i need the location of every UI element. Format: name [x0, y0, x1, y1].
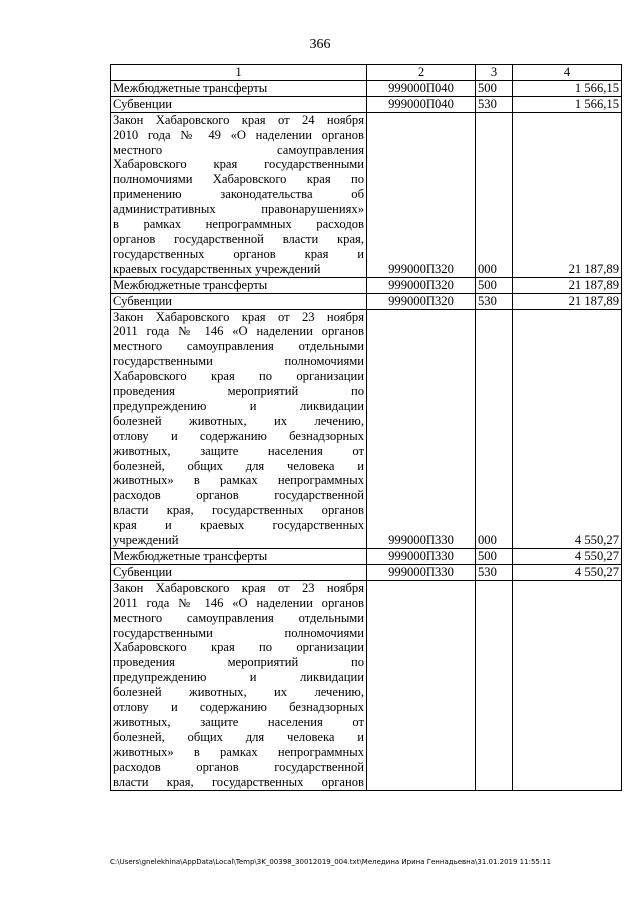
description-line: отлову и содержанию безнадзорных	[113, 428, 364, 443]
description-line: полномочиями Хабаровского края по	[113, 172, 364, 187]
row-sum: 4 550,27	[513, 309, 622, 549]
description-line: проведения мероприятий по	[113, 384, 364, 399]
description-line: Хабаровского края государственными	[113, 157, 364, 172]
description-line: государственными полномочиями	[113, 354, 364, 369]
description-line: государственных органов края и	[113, 246, 364, 261]
description-line: болезней животных, их лечению,	[113, 685, 364, 700]
column-header-3: 3	[476, 65, 513, 81]
description-line: Хабаровского края по организации	[113, 640, 364, 655]
row-description	[111, 580, 367, 790]
row-sum: 21 187,89	[513, 277, 622, 293]
table-row	[111, 80, 622, 96]
row-description	[111, 309, 367, 549]
row-sum: 1 566,15	[513, 96, 622, 112]
row-sum: 1 566,15	[513, 80, 622, 96]
description-line: местного самоуправления	[113, 142, 364, 157]
description-line: местного самоуправления отдельными	[113, 339, 364, 354]
description-line: животных, защите населения от	[113, 443, 364, 458]
description-line: 2011 года № 146 «О наделении органов	[113, 324, 364, 339]
column-header-1: 1	[111, 65, 367, 81]
description-line: в рамках непрограммных расходов	[113, 217, 364, 232]
description-line: Закон Хабаровского края от 23 ноября	[113, 580, 364, 595]
row-name: Субвенции	[111, 564, 367, 580]
description-line: животных, защите населения от	[113, 714, 364, 729]
description-line: Хабаровского края по организации	[113, 369, 364, 384]
table-header-row	[111, 65, 622, 81]
row-name: Субвенции	[111, 96, 367, 112]
row-expense-type: 000	[476, 309, 513, 549]
row-expense-type: 500	[476, 80, 513, 96]
table-row	[111, 293, 622, 309]
description-line: животных» в рамках непрограммных	[113, 744, 364, 759]
row-sum	[513, 580, 622, 790]
description-line: предупреждению и ликвидации	[113, 398, 364, 413]
table-row	[111, 549, 622, 565]
description-line: местного самоуправления отдельными	[113, 610, 364, 625]
description-line: 2011 года № 146 «О наделении органов	[113, 595, 364, 610]
row-expense-type: 000	[476, 112, 513, 277]
description-line: краевых государственных учреждений	[113, 261, 321, 276]
column-header-2: 2	[367, 65, 476, 81]
description-line: расходов органов государственной	[113, 759, 364, 774]
file-path-footer: C:\Users\gnelekhina\AppData\Local\Temp\3K_00398_30012019_004.txt\Меледина Ирина Геннадьевна\31.01.2019 11:55:11	[110, 858, 552, 866]
description-line: применению законодательства об	[113, 187, 364, 202]
row-expense-type: 530	[476, 96, 513, 112]
row-code: 999000П330	[367, 309, 476, 549]
description-line: Закон Хабаровского края от 23 ноября	[113, 309, 364, 324]
row-sum: 4 550,27	[513, 549, 622, 565]
row-code: 999000П330	[367, 549, 476, 565]
column-header-4: 4	[513, 65, 622, 81]
description-line: животных» в рамках непрограммных	[113, 473, 364, 488]
description-line: края и краевых государственных	[113, 518, 364, 533]
row-sum: 21 187,89	[513, 293, 622, 309]
description-line: власти края, государственных органов	[113, 774, 364, 789]
description-line: органов государственной власти края,	[113, 231, 364, 246]
row-name: Межбюджетные трансферты	[111, 549, 367, 565]
row-code: 999000П320	[367, 277, 476, 293]
table-row-law	[111, 580, 622, 790]
description-line: болезней животных, их лечению,	[113, 413, 364, 428]
description-line: болезней, общих для человека и	[113, 729, 364, 744]
row-sum: 4 550,27	[513, 564, 622, 580]
row-name: Межбюджетные трансферты	[111, 80, 367, 96]
row-expense-type: 530	[476, 293, 513, 309]
row-expense-type: 500	[476, 549, 513, 565]
table-row	[111, 277, 622, 293]
row-expense-type	[476, 580, 513, 790]
row-code: 999000П320	[367, 112, 476, 277]
description-line: болезней, общих для человека и	[113, 458, 364, 473]
row-name: Субвенции	[111, 293, 367, 309]
description-line: расходов органов государственной	[113, 488, 364, 503]
page-number: 366	[309, 37, 331, 52]
table-row-law	[111, 309, 622, 549]
row-code	[367, 580, 476, 790]
row-code: 999000П040	[367, 96, 476, 112]
description-line: Закон Хабаровского края от 24 ноября	[113, 112, 364, 127]
budget-table	[110, 64, 622, 791]
description-line: отлову и содержанию безнадзорных	[113, 700, 364, 715]
table-row	[111, 564, 622, 580]
description-line: проведения мероприятий по	[113, 655, 364, 670]
row-sum: 21 187,89	[513, 112, 622, 277]
row-code: 999000П040	[367, 80, 476, 96]
row-description	[111, 112, 367, 277]
description-line: власти края, государственных органов	[113, 503, 364, 518]
row-name: Межбюджетные трансферты	[111, 277, 367, 293]
row-expense-type: 500	[476, 277, 513, 293]
description-line: государственными полномочиями	[113, 625, 364, 640]
row-expense-type: 530	[476, 564, 513, 580]
table-row-law	[111, 112, 622, 277]
description-line: предупреждению и ликвидации	[113, 670, 364, 685]
table-row	[111, 96, 622, 112]
description-line: административных правонарушениях»	[113, 202, 364, 217]
row-code: 999000П320	[367, 293, 476, 309]
row-code: 999000П330	[367, 564, 476, 580]
description-line: учреждений	[113, 533, 179, 548]
description-line: 2010 года № 49 «О наделении органов	[113, 127, 364, 142]
